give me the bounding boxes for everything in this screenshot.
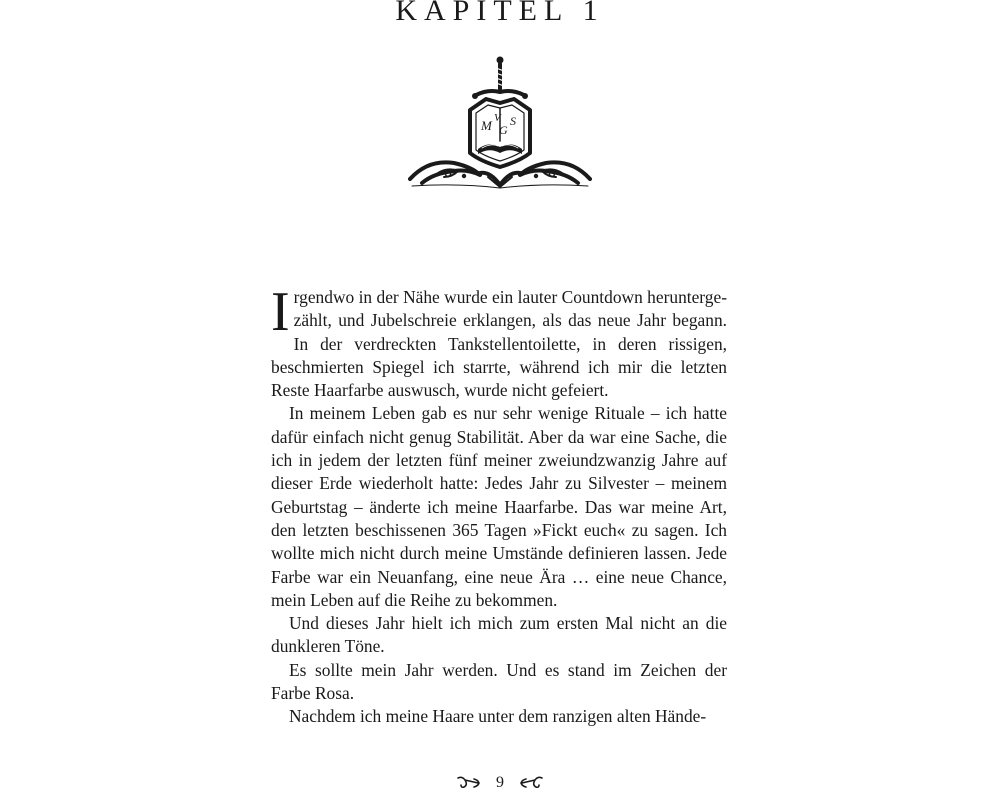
paragraph-1 xyxy=(271,281,727,402)
svg-text:S: S xyxy=(510,114,516,128)
paragraph-3: Und dieses Jahr hielt ich mich zum ersten Mal nicht an die dunkleren Töne. xyxy=(271,613,727,657)
page-number: 9 xyxy=(496,774,504,792)
svg-text:M: M xyxy=(481,118,492,133)
svg-text:G: G xyxy=(499,123,508,137)
svg-text:V: V xyxy=(494,112,501,124)
scroll-ornament-left-icon xyxy=(456,774,482,792)
chapter-body xyxy=(271,281,727,729)
drop-cap: I xyxy=(271,281,290,343)
page-footer xyxy=(0,774,1000,792)
chapter-title: KAPITEL 1 xyxy=(395,0,605,27)
paragraph-2: In meinem Leben gab es nur sehr wenige Rituale – ich hatte dafür einfach nicht genug Stabilität. Aber da war eine Sache, die ich in jedem der letzten fünf meiner zweiundzwanzig Jahre auf dieser Erde wiederholt hatte: Jedes Jahr zu Silvester – meinem Geburtstag – änderte ich meine Haarfarbe. Das war meine Art, den letzten beschissenen 365 Tagen »Fickt euch« zu sagen. Ich wollte mich nicht durch meine Umstände definieren lassen. Jede Farbe war ein Neuanfang, eine neue Ära … eine neue Chance, mein Leben auf die Reihe zu bekommen. xyxy=(271,403,727,610)
scroll-ornament-right-icon xyxy=(518,774,544,792)
paragraph-1-text: rgendwo in der Nähe wurde ein lauter Countdown heruntergezählt, und Jubelschreie erklangen, als das neue Jahr begann. In der verdreckten Tankstellentoilette, in deren rissigen, beschmierten Spiegel ich starrte, während ich mir die letzten Reste Haarfarbe auswusch, wurde nicht gefeiert. xyxy=(271,287,727,401)
paragraph-4: Es sollte mein Jahr werden. Und es stand im Zeichen der Farbe Rosa. xyxy=(271,659,727,704)
paragraph-5: Nachdem ich meine Haare unter dem ranzigen alten Hände- xyxy=(289,706,707,727)
sword-shield-book-emblem-icon xyxy=(408,55,592,190)
